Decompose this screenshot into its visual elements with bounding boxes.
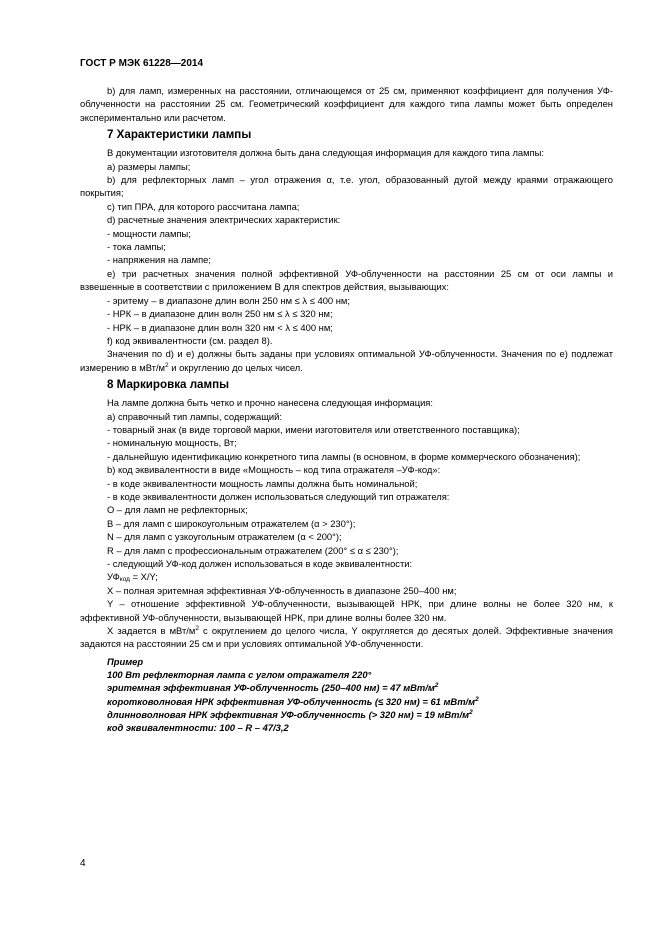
example-block: [80, 655, 613, 735]
list-item: R – для ламп с профессиональным отражателем (200° ≤ α ≤ 230°);: [107, 544, 399, 556]
paragraph: X задается в мВт/$м^2$ с округлением до целого числа, Y округляется до десятых долей. Эффективные значения задаются на расстоянии 25 см и при условиях оптимальной УФ-облученности.: [80, 625, 613, 650]
list-item: - дальнейшую идентификацию конкретного типа лампы (в основном, в форме коммерческого обозначения);: [107, 450, 581, 462]
list-item: - в коде эквивалентности мощность лампы должна быть номинальной;: [107, 477, 418, 489]
list-item: - следующий УФ-код должен использоваться в коде эквивалентности:: [107, 558, 413, 569]
example-line: коротковолновая НРК эффективная УФ-облученность (≤ 320 нм) = 61 мВт/$м^2$: [107, 695, 479, 707]
list-item: - мощности лампы;: [107, 227, 191, 239]
paragraph-b: b) для ламп, измеренных на расстоянии, отличающемся от 25 см, применяют коэффициент для получения УФ-облученности на расстоянии 25 см. Геометрический коэффициент для каждого типа лампы может быть определен экспериментально или расчетом.: [80, 85, 613, 123]
section-8-heading: 8 Маркировка лампы: [107, 378, 229, 392]
list-item: - в коде эквивалентности должен использоваться следующий тип отражателя:: [107, 490, 450, 502]
example-line: 100 Вт рефлекторная лампа с углом отражателя 220°: [107, 669, 372, 681]
page-number: 4: [80, 858, 86, 869]
list-item: b) для рефлекторных ламп – угол отражения α, т.е. угол, образованный дугой между краями отражающего покрытия;: [80, 174, 613, 199]
list-item: O – для ламп не рефлекторных;: [107, 504, 248, 516]
paragraph-note: Значения по d) и e) должны быть заданы при условиях оптимальной УФ-облученности. Значения по e) подлежат измерению в мВт/$м^2$ и округлению до целых чисел.: [80, 348, 613, 373]
list-item: b) код эквивалентности в виде «Мощность – код типа отражателя –УФ-код»:: [107, 464, 441, 476]
list-item: X – полная эритемная эффективная УФ-облученность в диапазоне 250–400 нм;: [107, 584, 457, 596]
example-title: Пример: [107, 655, 144, 667]
list-item: - НРК – в диапазоне длин волн 320 нм < λ ≤ 400 нм;: [107, 321, 333, 333]
list-item: - НРК – в диапазоне длин волн 250 нм ≤ λ ≤ 320 нм;: [107, 308, 333, 320]
list-item: Y – отношение эффективной УФ-облученности, вызывающей НРК, при длине волны не более 320 нм, к эффективной УФ-облученности, вызывающей НРК, при длине волны более 320 нм.: [80, 598, 613, 623]
formula: $УФ_{код} = X/Y$;: [107, 571, 158, 584]
list-item: - товарный знак (в виде торговой марки, имени изготовителя или ответственного поставщика);: [107, 423, 520, 435]
paragraph: На лампе должна быть четко и прочно нанесена следующая информация:: [107, 397, 433, 409]
list-item: - напряжения на лампе;: [107, 254, 211, 266]
example-line: длинноволновая НРК эффективная УФ-облученность (> 320 нм) = 19 мВт/$м^2$: [107, 709, 473, 721]
list-item: - номинальную мощность, Вт;: [107, 437, 237, 449]
document-header: ГОСТ Р МЭК 61228—2014: [80, 58, 204, 69]
list-item: f) код эквивалентности (см. раздел 8).: [107, 334, 273, 346]
list-item: d) расчетные значения электрических характеристик:: [107, 214, 341, 226]
page-body: [80, 84, 613, 735]
list-item: N – для ламп с узкоугольным отражателем (α < 200°);: [107, 531, 342, 543]
list-item: B – для ламп с широкоугольным отражателем (α > 230°);: [107, 517, 356, 529]
list-item: - эритему – в диапазоне длин волн 250 нм ≤ λ ≤ 400 нм;: [107, 294, 350, 306]
paragraph: В документации изготовителя должна быть дана следующая информация для каждого типа лампы:: [107, 147, 544, 159]
list-item: a) справочный тип лампы, содержащий:: [107, 410, 282, 422]
example-line: эритемная эффективная УФ-облученность (250–400 нм) = 47 мВт/$м^2$: [107, 682, 439, 694]
list-item: a) размеры лампы;: [107, 160, 191, 172]
list-item: c) тип ПРА, для которого рассчитана лампа;: [107, 200, 300, 212]
list-item: - тока лампы;: [107, 241, 166, 253]
example-line: код эквивалентности: 100 – R – 47/3,2: [107, 722, 289, 734]
section-7-heading: 7 Характеристики лампы: [107, 128, 252, 142]
list-item: e) три расчетных значения полной эффективной УФ-облученности на расстоянии 25 см от оси лампы и взвешенные в соответствии с приложением В для спектров действия, вызывающих:: [80, 267, 613, 293]
